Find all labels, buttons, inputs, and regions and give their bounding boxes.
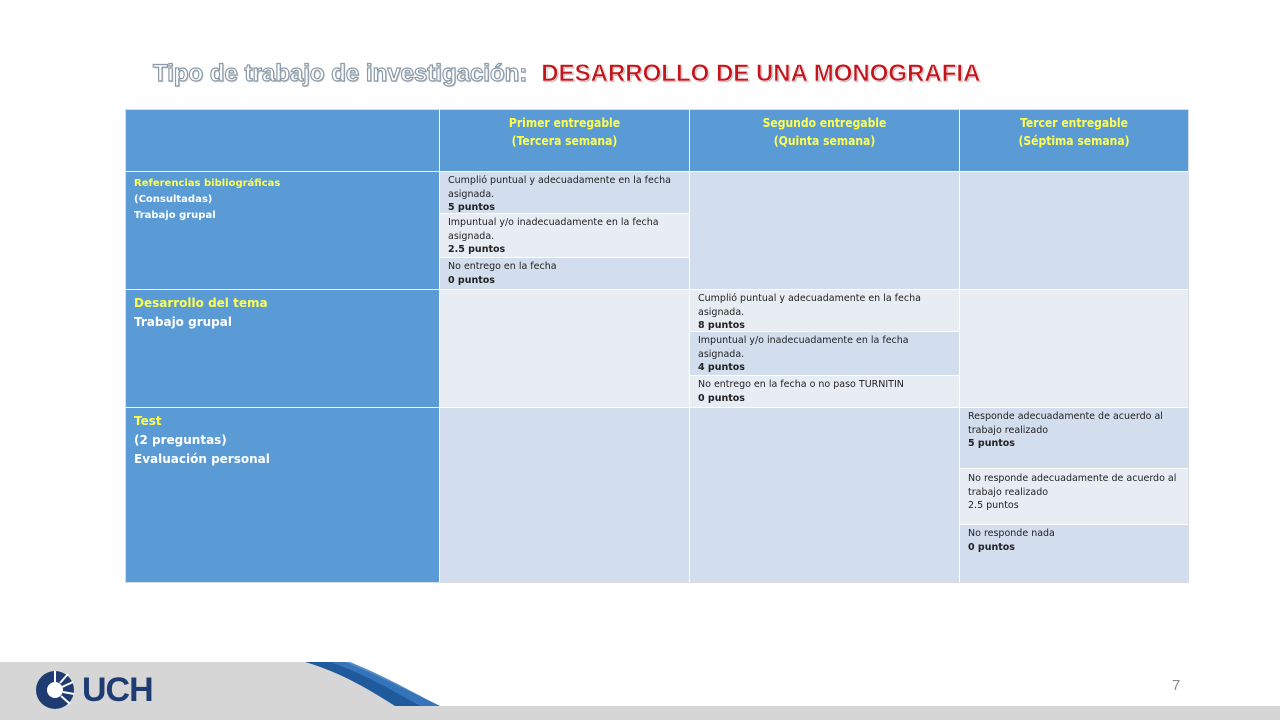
criteria-points: 5 puntos (968, 438, 1015, 449)
slide-title (153, 60, 980, 94)
criteria-text: No entrego en la fecha (448, 261, 557, 272)
row-label-title: Referencias bibliográficas (134, 178, 281, 189)
criteria-option (440, 258, 689, 289)
row-label-sub: (Consultadas) (134, 194, 213, 205)
row-label-test (126, 408, 439, 582)
header-third-deliverable (960, 110, 1188, 171)
criteria-points: 0 puntos (968, 541, 1015, 553)
criteria-option (440, 214, 689, 257)
criteria-points: 8 puntos (698, 320, 745, 331)
criteria-stack-topic-development (690, 290, 959, 407)
criteria-points: 5 puntos (448, 202, 495, 213)
row-label-topic-development (126, 290, 439, 407)
row-label-title: Desarrollo del tema (134, 296, 268, 310)
criteria-points: 0 puntos (448, 274, 495, 286)
criteria-text: Cumplió puntual y adecuadamente en la fecha asignada. (698, 293, 921, 318)
criteria-option (960, 408, 1188, 468)
criteria-option (960, 469, 1188, 524)
row-label-sub: Evaluación personal (134, 452, 270, 466)
criteria-points: 2.5 puntos (968, 500, 1019, 511)
criteria-option (690, 376, 959, 407)
header-first-deliverable (440, 110, 689, 171)
criteria-stack-test (960, 408, 1188, 582)
criteria-text: No entrego en la fecha o no paso TURNITIN (698, 379, 904, 390)
header-second-deliverable (690, 110, 959, 171)
title-highlight: DESARROLLO DE UNA MONOGRAFIA (541, 60, 981, 87)
header-title: Segundo entregable (762, 116, 887, 130)
header-week: (Tercera semana) (511, 134, 618, 148)
criteria-text: Cumplió puntual y adecuadamente en la fecha asignada. (448, 175, 671, 200)
header-corner (126, 110, 439, 171)
uch-logo (34, 669, 153, 711)
uch-shell-logo-icon (34, 669, 76, 711)
row-label-sub: Trabajo grupal (134, 210, 216, 221)
criteria-points: 0 puntos (698, 392, 745, 404)
row-label-sub: (2 preguntas) (134, 433, 227, 447)
empty-cell (440, 408, 689, 582)
title-prefix: Tipo de trabajo de investigación: (153, 60, 528, 87)
header-week: (Séptima semana) (1018, 134, 1130, 148)
criteria-option (690, 332, 959, 375)
header-week: (Quinta semana) (773, 134, 876, 148)
criteria-text: No responde adecuadamente de acuerdo al trabajo realizado (968, 473, 1177, 498)
header-title: Tercer entregable (1020, 116, 1128, 130)
empty-cell (690, 172, 959, 289)
criteria-stack-references (440, 172, 689, 289)
criteria-points: 4 puntos (698, 362, 745, 373)
criteria-text: Impuntual y/o inadecuadamente en la fecha asignada. (698, 335, 909, 360)
row-label-title: Test (134, 414, 162, 428)
header-title: Primer entregable (508, 116, 621, 130)
row-label-sub: Trabajo grupal (134, 315, 232, 329)
criteria-option (690, 290, 959, 331)
page-number: 7 (1172, 677, 1181, 694)
footer-swoosh (0, 662, 1280, 706)
empty-cell (960, 290, 1188, 407)
empty-cell (960, 172, 1188, 289)
criteria-option (960, 525, 1188, 582)
row-label-references (126, 172, 439, 289)
empty-cell (440, 290, 689, 407)
uch-logo-text: UCH (82, 670, 153, 709)
criteria-text: Impuntual y/o inadecuadamente en la fecha asignada. (448, 217, 659, 242)
criteria-text: Responde adecuadamente de acuerdo al trabajo realizado (968, 411, 1163, 436)
criteria-text: No responde nada (968, 528, 1055, 539)
criteria-points: 2.5 puntos (448, 244, 506, 255)
criteria-option (440, 172, 689, 213)
rubric-table (125, 109, 1189, 583)
empty-cell (690, 408, 959, 582)
